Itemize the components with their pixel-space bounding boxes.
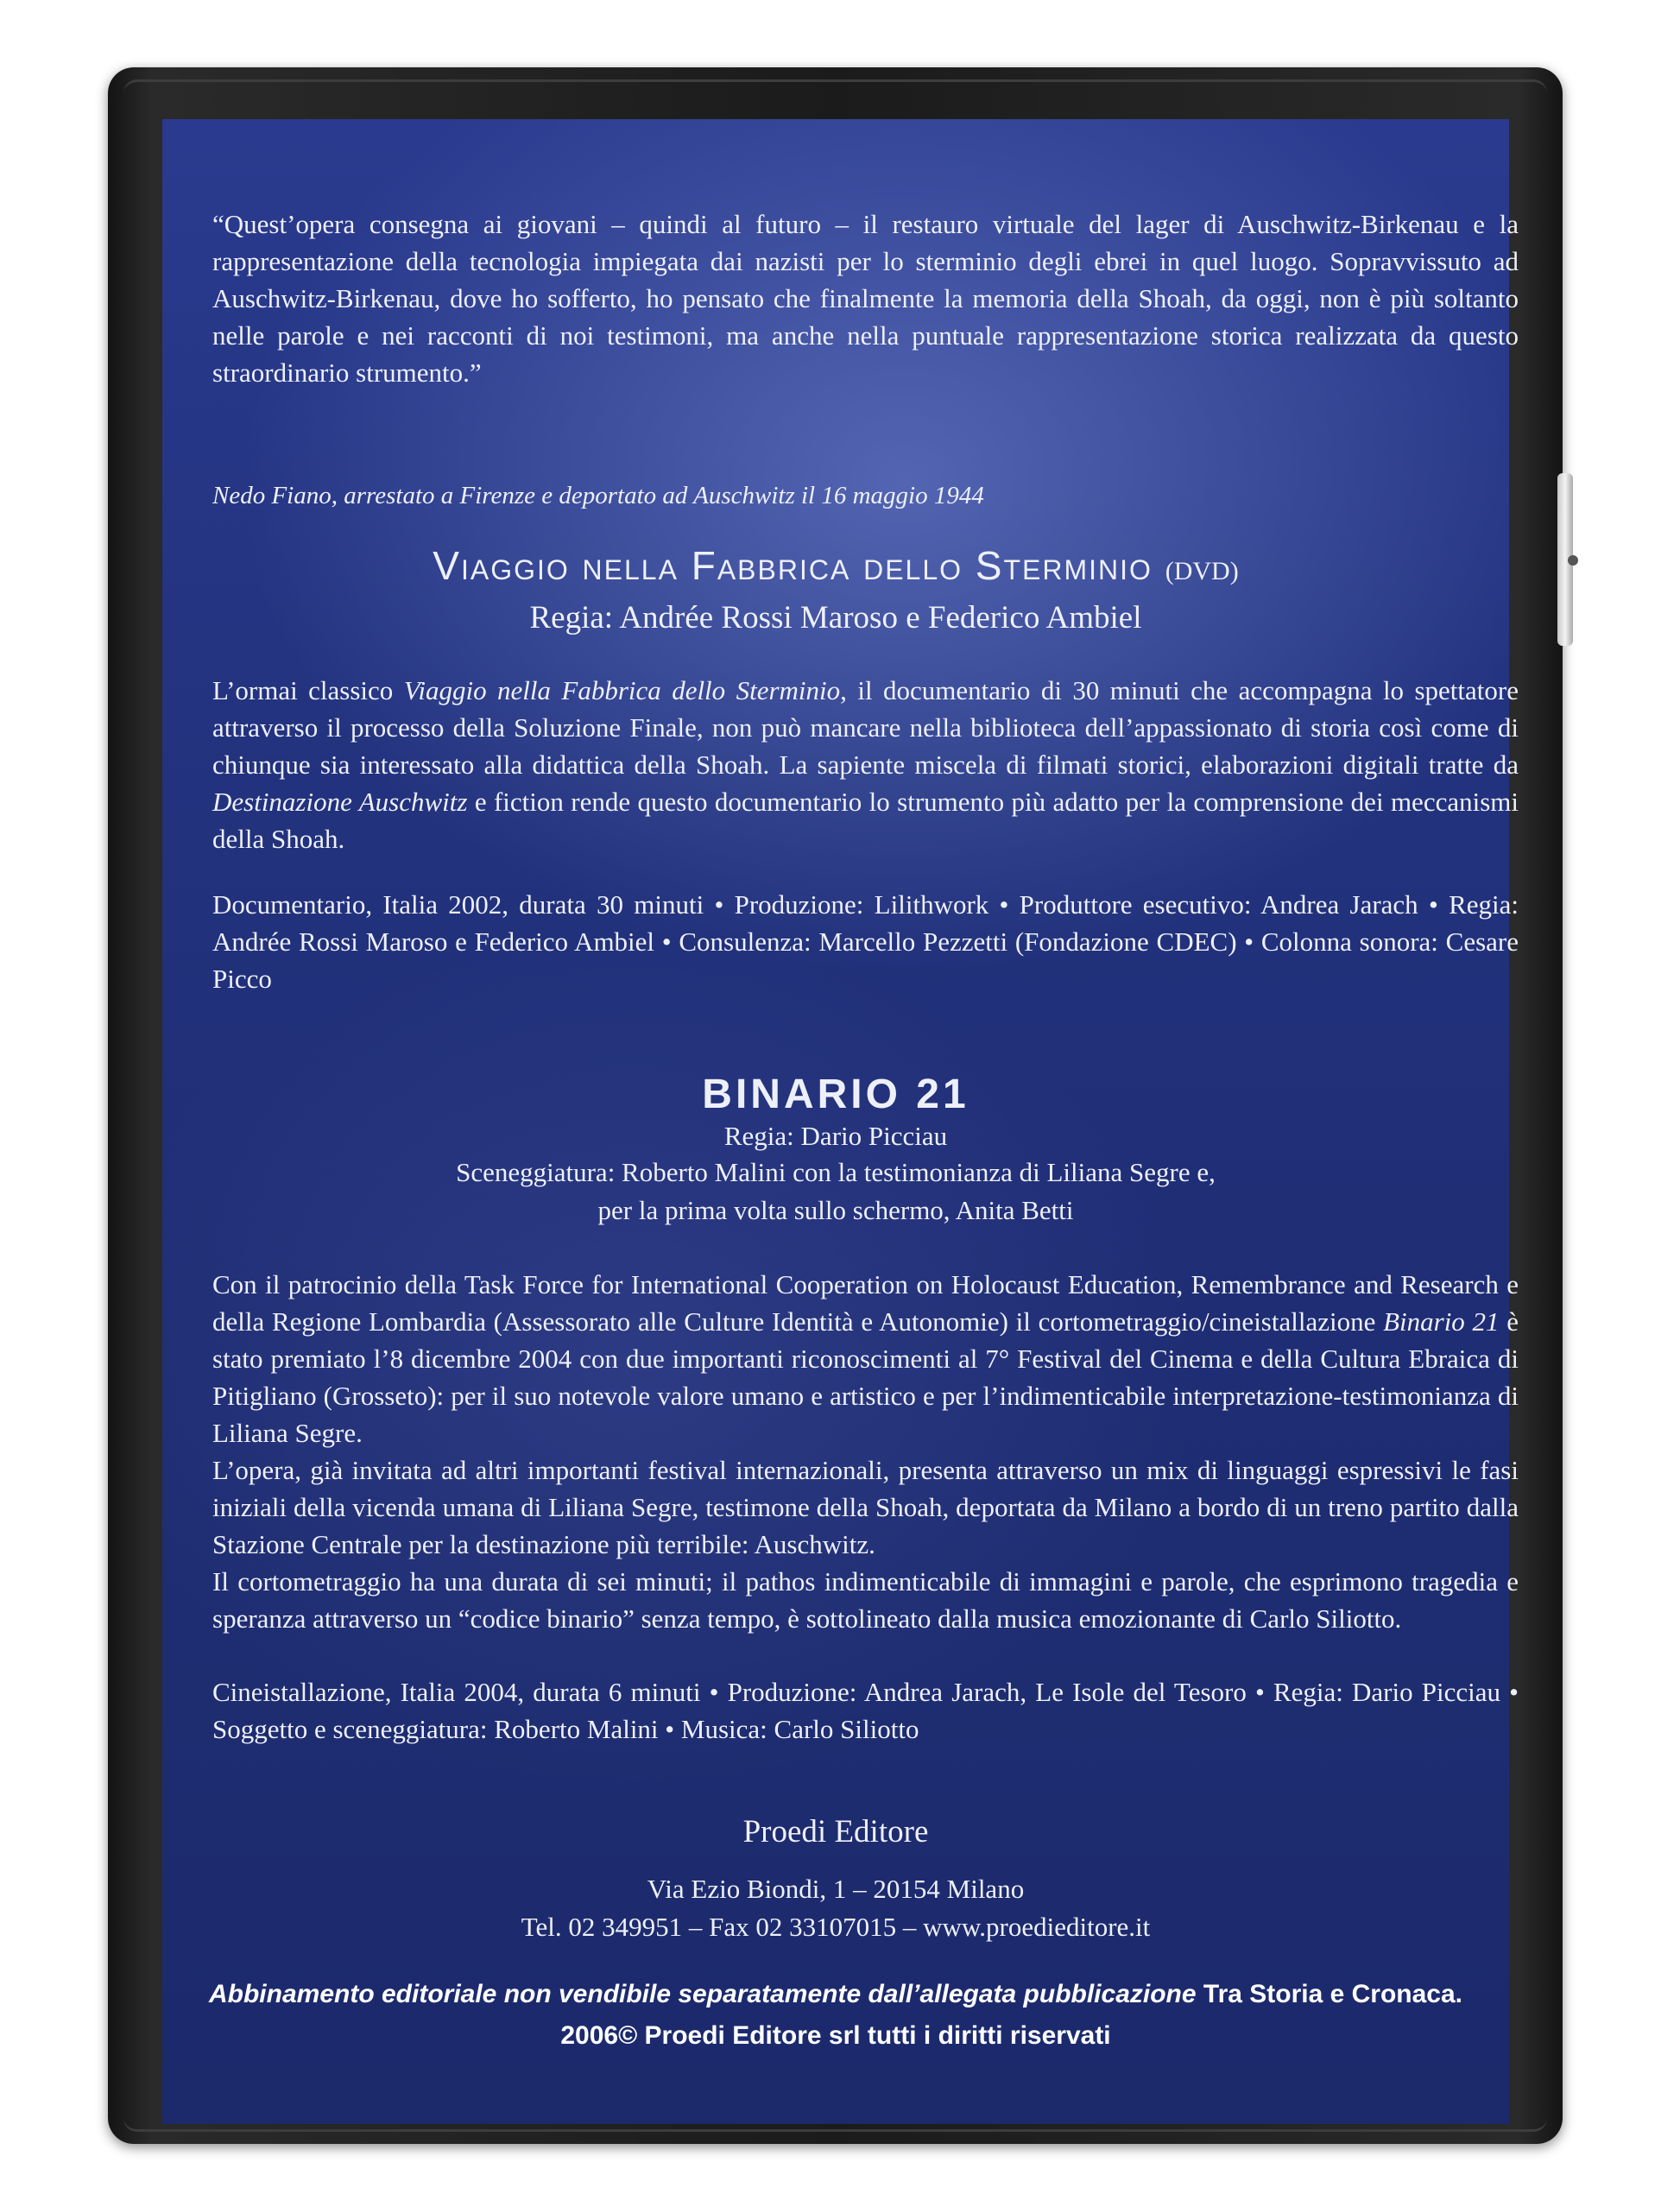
legal-notice-publication: Tra Storia e Cronaca. xyxy=(1196,1980,1463,2008)
film1-description xyxy=(212,672,1519,857)
film1-director: Regia: Andrée Rossi Maroso e Federico Ambiel xyxy=(529,600,1142,635)
film2-desc-title: Binario 21 xyxy=(1383,1306,1500,1337)
film2-screenplay-line2: per la prima volta sullo schermo, Anita Betti xyxy=(597,1195,1074,1225)
film2-desc-text: Con il patrocinio della Task Force for International Cooperation on Holocaust Education, Remembrance and Research e della Regione Lombardia (Assessorato alle Culture Identità e Autonomie) il cortometraggio/cineistallazione xyxy=(212,1269,1519,1337)
publisher-address: Via Ezio Biondi, 1 – 20154 Milano xyxy=(647,1874,1025,1904)
testimonial-quote: “Quest’opera consegna ai giovani – quindi al futuro – il restauro virtuale del lager di Auschwitz-Birkenau e la rappresentazione della tecnologia impiegata dai nazisti per lo sterminio degli ebrei in quel luogo. Sopravvissuto ad Auschwitz-Birkenau, dove ho sofferto, ho pensato che finalmente la memoria della Shoah, da oggi, non è più soltanto nelle parole e nei racconti di noi testimoni, ma anche nella puntuale rappresentazione storica realizzata da questo straordinario strumento.” xyxy=(212,209,1519,388)
case-top-edge xyxy=(123,79,1547,117)
film1-credits: Documentario, Italia 2002, durata 30 minuti • Produzione: Lilithwork • Produttore esecutivo: Andrea Jarach • Regia: Andrée Rossi Maroso e Federico Ambiel • Consulenza: Marcello Pezzetti (Fondazione CDEC) • Colonna sonora: Cesare Picco xyxy=(212,889,1519,994)
case-clip-pin xyxy=(1568,555,1578,566)
film1-title xyxy=(162,542,1509,589)
film1-desc-text-2: , il documentario di 30 minuti che accompagna lo spettatore attraverso il processo della Soluzione Finale, non può mancare nella biblioteca dell’appassionato di storia così come di chiunque sia interessato alla didattica della Shoah. La sapiente miscela di filmati storici, elaborazioni digitali tratte da xyxy=(212,675,1519,780)
film2-credits: Cineistallazione, Italia 2004, durata 6 minuti • Produzione: Andrea Jarach, Le Isole del Tesoro • Regia: Dario Picciau • Soggetto e sceneggiatura: Roberto Malini • Musica: Carlo Siliotto xyxy=(212,1677,1519,1744)
legal-notice xyxy=(162,1980,1509,2009)
copyright-notice: 2006© Proedi Editore srl tutti i diritti riservati xyxy=(560,2021,1111,2050)
film1-title-text: Viaggio nella Fabbrica dello Sterminio xyxy=(433,543,1153,588)
film2-desc-paragraph-3: Il cortometraggio ha una durata di sei minuti; il pathos indimenticabile di immagini e parole, che esprimono tragedia e speranza attraverso un “codice binario” senza tempo, è sottolineato dalla musica emozionante di Carlo Siliotto. xyxy=(212,1566,1519,1634)
film2-desc-paragraph-1 xyxy=(212,1266,1519,1451)
film2-screenplay-line1: Sceneggiatura: Roberto Malini con la testimonianza di Liliana Segre e, xyxy=(456,1157,1216,1187)
publisher-contact: Tel. 02 349951 – Fax 02 33107015 – www.proedieditore.it xyxy=(521,1912,1151,1942)
film1-desc-text: L’ormai classico xyxy=(212,675,404,705)
film2-title: BINARIO 21 xyxy=(702,1072,969,1117)
back-cover-insert xyxy=(162,119,1519,2124)
film1-desc-related-title: Destinazione Auschwitz xyxy=(212,787,468,817)
film2-desc-paragraph-2: L’opera, già invitata ad altri importanti festival internazionali, presenta attraverso un mix di linguaggi espressivi le fasi iniziali della vicenda umana di Liliana Segre, testimone della Shoah, deportata da Milano a bordo di un treno partito dalla Stazione Centrale per la destinazione più terribile: Auschwitz. xyxy=(212,1455,1519,1559)
film2-desc-text-2: è stato premiato l’8 dicembre 2004 con due importanti riconoscimenti al 7° Festival del Cinema e della Cultura Ebraica di Pitigliano (Grosseto): per il suo notevole valore umano e artistico e per l’indimenticabile interpretazione-testimonianza di Liliana Segre. xyxy=(212,1306,1519,1448)
film1-desc-title: Viaggio nella Fabbrica dello Sterminio xyxy=(403,675,841,705)
film2-director: Regia: Dario Picciau xyxy=(723,1121,948,1151)
legal-notice-text: Abbinamento editoriale non vendibile separatamente dall’allegata pubblicazione xyxy=(208,1980,1197,2008)
film2-description xyxy=(212,1266,1519,1637)
quote-attribution: Nedo Fiano, arrestato a Firenze e deportato ad Auschwitz il 16 maggio 1944 xyxy=(212,482,984,509)
film1-format: (DVD) xyxy=(1165,557,1239,585)
film1-desc-text-3: e fiction rende questo documentario lo strumento più adatto per la comprensione dei meccanismi della Shoah. xyxy=(212,787,1519,854)
publisher-name: Proedi Editore xyxy=(742,1814,929,1849)
